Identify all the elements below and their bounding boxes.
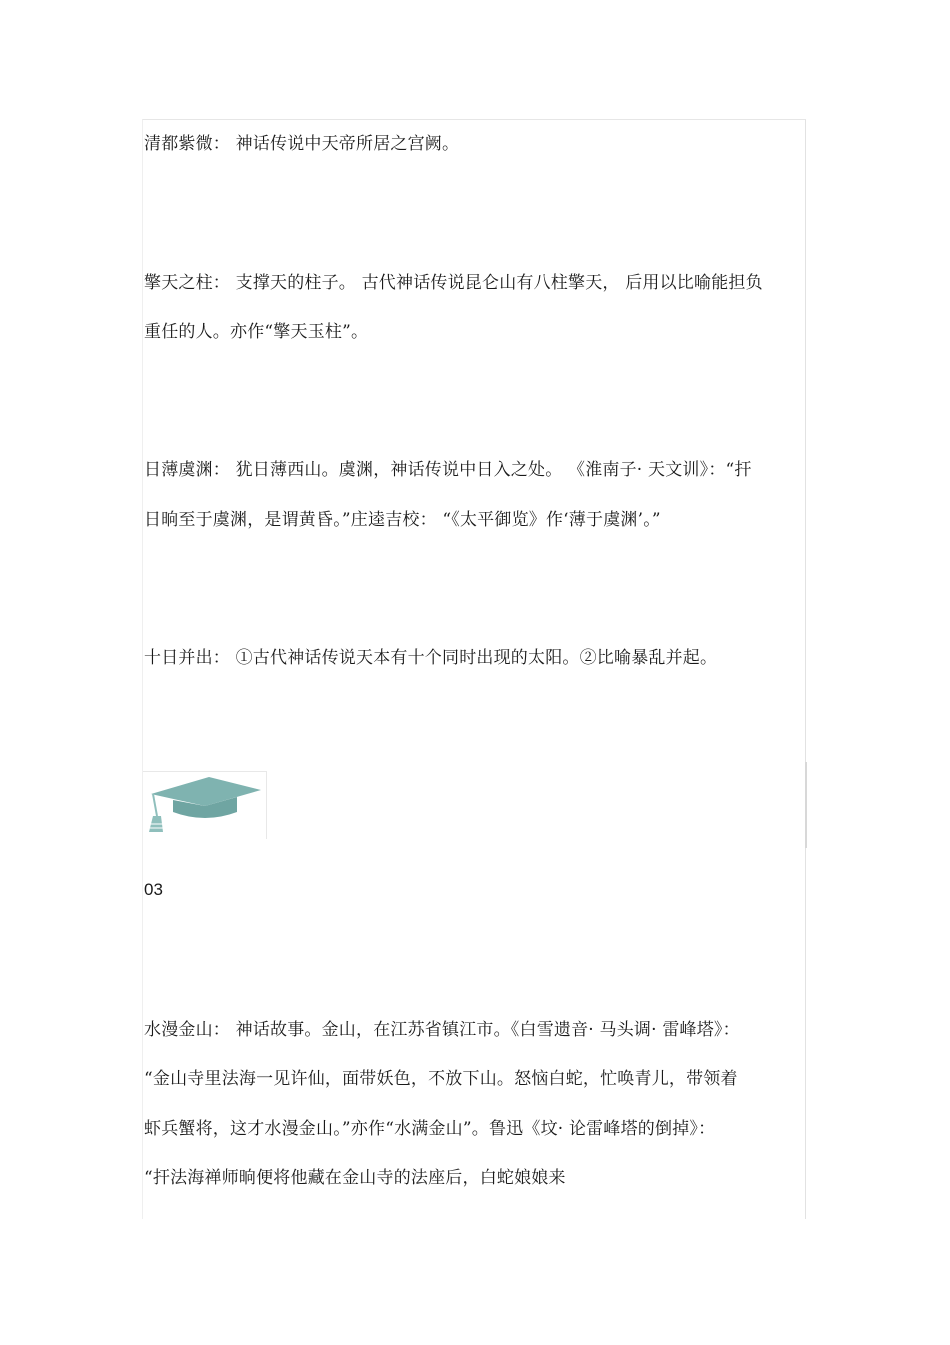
- entry-qingtian-zhizhu-line-2: 重任的人。亦作“擎天玉柱”。: [144, 322, 369, 342]
- entry-shuiman-jinshan-line-3: 虾兵蟹将，这才水漫金山。”亦作“水满金山”。鲁迅《坟· 论雷峰塔的倒掉》：: [144, 1119, 716, 1139]
- entry-qingdu-ziwei: 清都紫微： 神话传说中天帝所居之宫阙。: [144, 134, 460, 154]
- entry-shuiman-jinshan-line-1: 水漫金山： 神话故事。金山，在江苏省镇江市。《白雪遗音· 马头调· 雷峰塔》：: [144, 1020, 740, 1040]
- entry-shuiman-jinshan-line-2: “金山寺里法海一见许仙，面带妖色，不放下山。怒恼白蛇，忙唤青儿，带领着: [144, 1069, 738, 1089]
- entry-shiri-bingchu: 十日并出： ①古代神话传说天本有十个同时出现的太阳。②比喻暴乱并起。: [144, 648, 718, 668]
- page-edge-mark: [805, 762, 807, 848]
- graduation-cap-decoration: [143, 771, 267, 839]
- entry-qingtian-zhizhu-line-1: 擎天之柱： 支撑天的柱子。 古代神话传说昆仑山有八柱擎天， 后用以比喻能担负: [144, 273, 763, 293]
- entry-ribo-yuyuan-line-1: 日薄虞渊： 犹日薄西山。虞渊，神话传说中日入之处。 《淮南子· 天文训》：“扞: [144, 460, 752, 480]
- entry-ribo-yuyuan-line-2: 日晌至于虞渊，是谓黄昏。”庄逵吉校： “《太平御览》作‘薄于虞渊’。”: [144, 510, 661, 530]
- entry-shuiman-jinshan-line-4: “扞法海禅师晌便将他藏在金山寺的法座后，白蛇娘娘来: [144, 1168, 566, 1188]
- graduation-cap-icon: [143, 772, 267, 840]
- section-number: 03: [144, 880, 163, 899]
